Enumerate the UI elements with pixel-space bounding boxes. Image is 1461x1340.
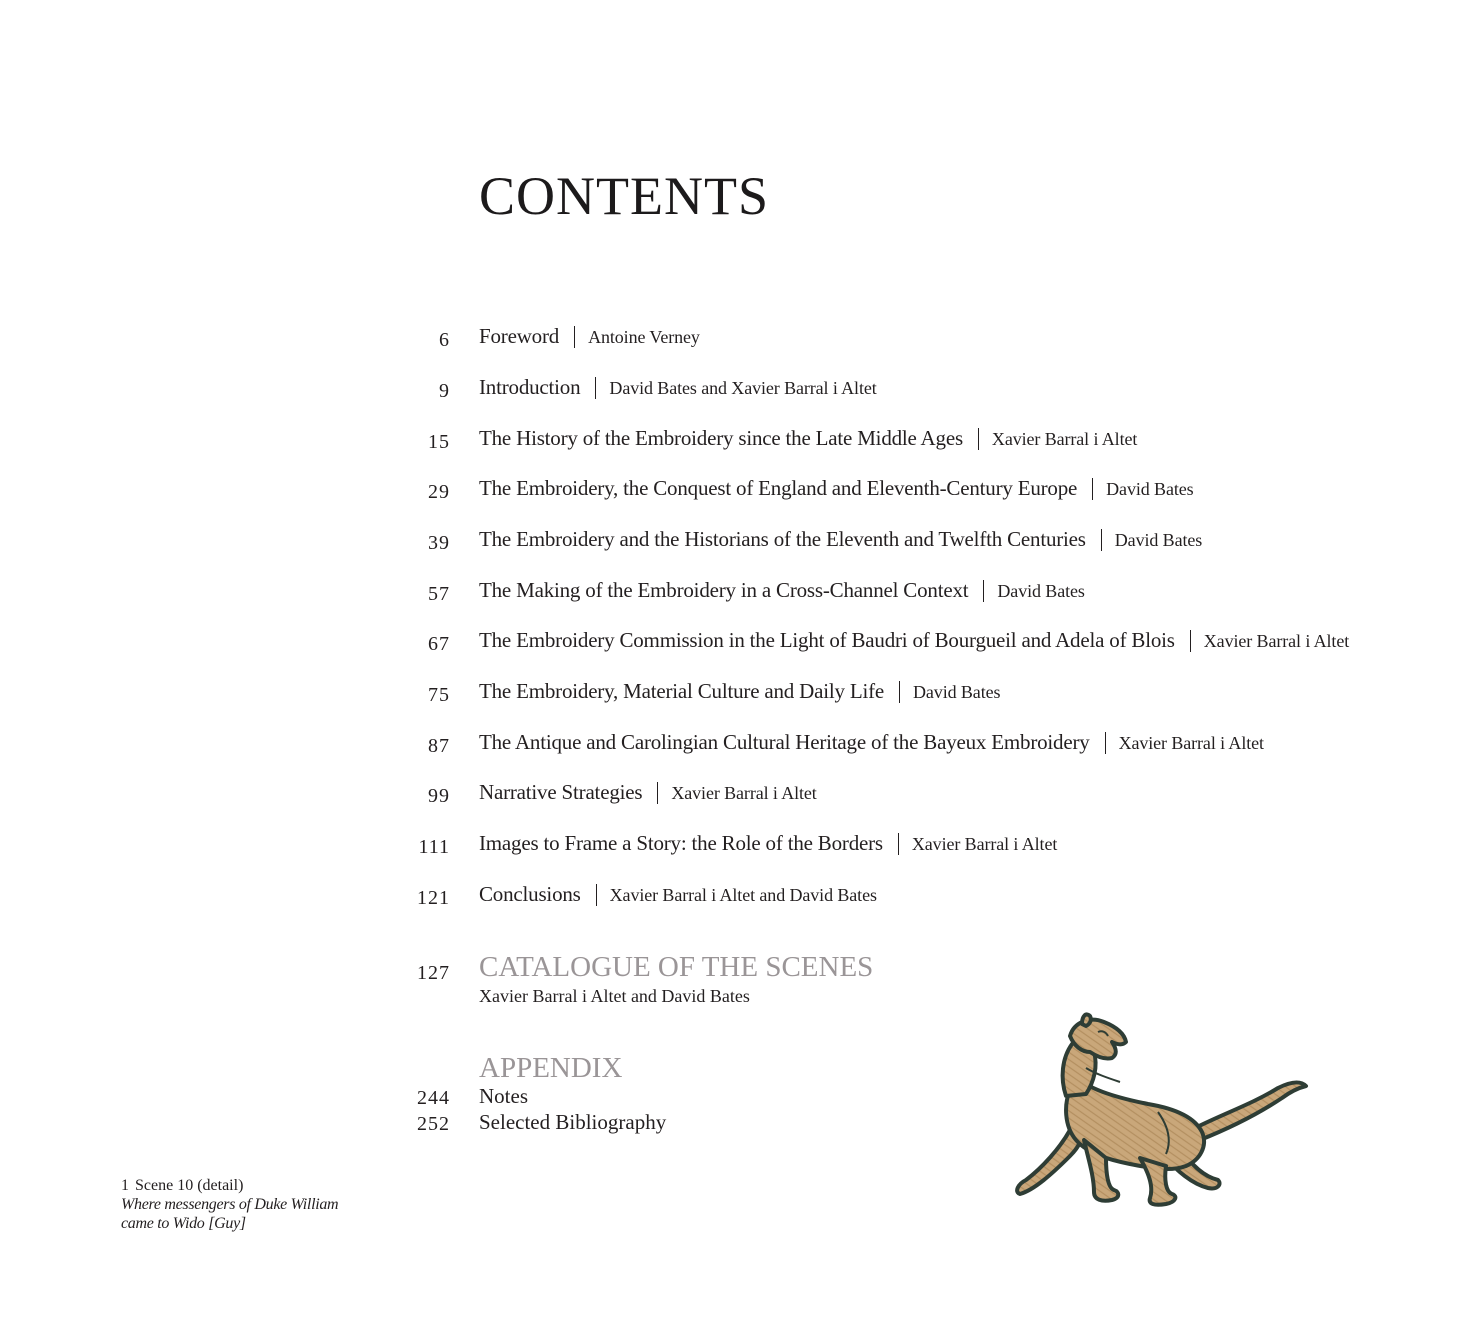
toc-title: The History of the Embroidery since the Late Middle Ages <box>479 426 963 450</box>
toc-page-number: 121 <box>417 887 450 909</box>
toc-page-number: 39 <box>428 532 450 554</box>
toc-page-number: 75 <box>428 684 450 706</box>
toc-title: Narrative Strategies <box>479 780 643 804</box>
toc-page-number: 111 <box>418 836 450 858</box>
toc-separator <box>899 681 900 703</box>
toc-author: David Bates and Xavier Barral i Altet <box>609 378 877 398</box>
toc-entry <box>0 879 1461 909</box>
toc-entry <box>0 625 1461 655</box>
figure-caption <box>121 1176 338 1233</box>
toc-title: The Embroidery, the Conquest of England and Eleventh-Century Europe <box>479 476 1078 500</box>
toc-page-number: 67 <box>428 633 450 655</box>
toc-page-number: 6 <box>439 329 450 351</box>
caption-number: 1 <box>121 1177 129 1194</box>
toc-title: Foreword <box>479 324 560 348</box>
toc-entry <box>0 727 1461 757</box>
toc-entry <box>0 423 1461 453</box>
catalogue-page-number: 127 <box>417 962 450 984</box>
page-title: CONTENTS <box>479 166 769 226</box>
toc-author: David Bates <box>997 581 1085 601</box>
appendix-page-number: 252 <box>417 1113 450 1135</box>
toc-separator <box>1101 529 1102 551</box>
toc-title: Conclusions <box>479 882 581 906</box>
toc-entry <box>0 828 1461 858</box>
toc-separator <box>595 377 596 399</box>
embroidered-beast-icon <box>990 1008 1320 1218</box>
caption-line-1: Where messengers of Duke William <box>121 1196 339 1213</box>
toc-entry <box>0 473 1461 503</box>
toc-page-number: 57 <box>428 583 450 605</box>
toc-author: David Bates <box>1114 530 1203 550</box>
toc-title: The Embroidery Commission in the Light of Baudri of Bourgueil and Adela of Blois <box>479 628 1175 652</box>
toc-separator <box>983 580 984 602</box>
toc-separator <box>978 428 979 450</box>
toc-title: Images to Frame a Story: the Role of the Borders <box>479 831 883 855</box>
toc-separator <box>1092 478 1093 500</box>
toc-title: Introduction <box>479 375 581 399</box>
toc-separator <box>1105 732 1106 754</box>
toc-author: Xavier Barral i Altet <box>991 429 1138 449</box>
toc-entry <box>0 372 1461 402</box>
toc-author: Xavier Barral i Altet <box>1118 733 1264 753</box>
toc-page-number: 99 <box>428 785 450 807</box>
toc-page-number: 15 <box>428 431 450 453</box>
toc-author: David Bates <box>1106 479 1194 499</box>
toc-author: David Bates <box>913 682 1001 702</box>
catalogue-authors: Xavier Barral i Altet and David Bates <box>479 986 750 1006</box>
toc-title: The Embroidery, Material Culture and Daily Life <box>479 679 885 703</box>
toc-page-number: 29 <box>428 481 450 503</box>
toc-author: Xavier Barral i Altet <box>671 783 817 803</box>
toc-author: Xavier Barral i Altet <box>911 834 1058 854</box>
toc-author: Antoine Verney <box>588 327 700 347</box>
toc-title: The Antique and Carolingian Cultural Heritage of the Bayeux Embroidery <box>479 730 1090 754</box>
toc-entry <box>0 321 1461 351</box>
toc-author: Xavier Barral i Altet <box>1203 631 1350 651</box>
toc-page-number: 87 <box>428 735 450 757</box>
appendix-item-bibliography: Selected Bibliography <box>479 1110 667 1134</box>
toc-separator <box>574 326 575 348</box>
toc-entry <box>0 676 1461 706</box>
toc-author: Xavier Barral i Altet and David Bates <box>609 885 877 905</box>
toc-separator <box>898 833 899 855</box>
toc-page-number: 9 <box>439 380 450 402</box>
toc-entry <box>0 777 1461 807</box>
toc-entry <box>0 524 1461 554</box>
toc-separator <box>596 884 597 906</box>
appendix-page-number: 244 <box>417 1087 450 1109</box>
appendix-item-notes: Notes <box>479 1084 528 1108</box>
appendix-heading: APPENDIX <box>479 1052 623 1084</box>
caption-label: Scene 10 (detail) <box>135 1177 244 1194</box>
toc-separator <box>1190 630 1191 652</box>
toc-title: The Making of the Embroidery in a Cross-Channel Context <box>479 578 969 602</box>
toc-separator <box>657 782 658 804</box>
catalogue-heading: CATALOGUE OF THE SCENES <box>479 951 874 983</box>
caption-line-2: came to Wido [Guy] <box>121 1215 246 1232</box>
toc-title: The Embroidery and the Historians of the Eleventh and Twelfth Centuries <box>479 527 1086 551</box>
toc-entry <box>0 575 1461 605</box>
